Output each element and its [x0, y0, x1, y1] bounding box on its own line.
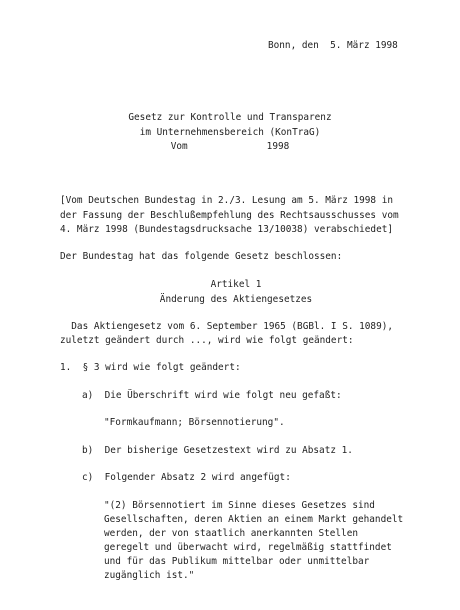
amendment-item-1: 1. § 3 wird wie folgt geändert:	[60, 362, 241, 373]
title-line-1: Gesetz zur Kontrolle und Transparenz	[128, 112, 332, 123]
quote-line-6: zugänglich ist."	[104, 570, 195, 581]
enactment-clause: Der Bundestag hat das folgende Gesetz beschlossen:	[60, 251, 343, 262]
preamble-line-2: der Fassung der Beschlußempfehlung des Rechtsausschusses vom	[60, 210, 399, 221]
intro-line-2: zuletzt geändert durch ..., wird wie folgt geändert:	[60, 335, 354, 346]
article-number: Artikel 1	[210, 279, 262, 290]
preamble-line-1: [Vom Deutschen Bundestag in 2./3. Lesung am 5. März 1998 in	[60, 195, 394, 206]
article-heading: Änderung des Aktiengesetzes	[159, 294, 313, 305]
title-line-2: im Unternehmensbereich (KonTraG)	[139, 127, 321, 138]
quote-line-1: "(2) Börsennotiert im Sinne dieses Gesetzes sind	[104, 500, 375, 511]
date-line: Bonn, den 5. März 1998	[268, 40, 398, 51]
quote-line-4: geregelt und überwacht wird, regelmäßig stattfindet	[104, 542, 392, 553]
amendment-item-c: c) Folgender Absatz 2 wird angefügt:	[82, 472, 291, 483]
amendment-item-b: b) Der bisherige Gesetzestext wird zu Absatz 1.	[82, 445, 353, 456]
amendment-item-a-quote: "Formkaufmann; Börsennotierung".	[104, 417, 285, 428]
intro-line-1: Das Aktiengesetz vom 6. September 1965 (BGBl. I S. 1089),	[60, 321, 394, 332]
quote-line-3: werden, der von staatlich anerkannten Stellen	[104, 528, 358, 539]
quote-line-2: Gesellschaften, deren Aktien an einem Markt gehandelt	[104, 514, 404, 525]
title-line-3: Vom 1998	[170, 141, 290, 152]
amendment-item-a: a) Die Überschrift wird wie folgt neu gefaßt:	[82, 390, 342, 401]
quote-line-5: und für das Publikum mittelbar oder unmittelbar	[104, 556, 370, 567]
preamble-line-3: 4. März 1998 (Bundestagsdrucksache 13/10038) verabschiedet]	[60, 224, 394, 235]
